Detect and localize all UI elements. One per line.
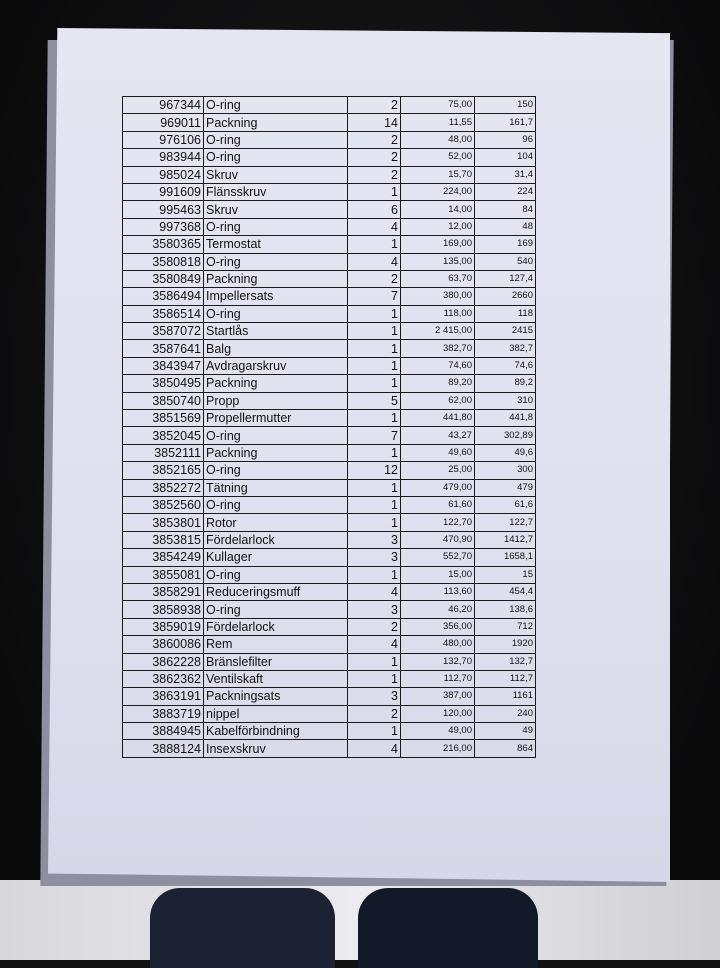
table-row [123, 392, 536, 409]
article-number-cell: 3888124 [123, 740, 204, 757]
article-number-cell: 3852560 [123, 496, 204, 513]
unit-price-cell: 52,00 [401, 149, 475, 166]
quantity-cell: 1 [348, 323, 401, 340]
part-name-cell: O-ring [204, 149, 348, 166]
line-total-cell: 382,7 [475, 340, 536, 357]
table-row [123, 375, 536, 392]
unit-price-cell: 15,70 [401, 166, 475, 183]
unit-price-cell: 441,80 [401, 410, 475, 427]
part-name-cell: O-ring [204, 566, 348, 583]
line-total-cell: 74,6 [475, 357, 536, 374]
part-name-cell: O-ring [204, 253, 348, 270]
part-name-cell: Fördelarlock [204, 531, 348, 548]
line-total-cell: 2415 [475, 323, 536, 340]
line-total-cell: 31,4 [475, 166, 536, 183]
line-total-cell: 300 [475, 462, 536, 479]
article-number-cell: 983944 [123, 149, 204, 166]
quantity-cell: 3 [348, 601, 401, 618]
quantity-cell: 1 [348, 444, 401, 461]
table-row [123, 496, 536, 513]
table-row [123, 462, 536, 479]
part-name-cell: nippel [204, 705, 348, 722]
line-total-cell: 84 [475, 201, 536, 218]
quantity-cell: 1 [348, 566, 401, 583]
part-name-cell: O-ring [204, 218, 348, 235]
quantity-cell: 3 [348, 531, 401, 548]
table-row [123, 688, 536, 705]
table-row [123, 218, 536, 235]
article-number-cell: 3853801 [123, 514, 204, 531]
table-row [123, 705, 536, 722]
table-row [123, 131, 536, 148]
quantity-cell: 1 [348, 357, 401, 374]
line-total-cell: 49,6 [475, 444, 536, 461]
unit-price-cell: 2 415,00 [401, 323, 475, 340]
unit-price-cell: 387,00 [401, 688, 475, 705]
part-name-cell: O-ring [204, 496, 348, 513]
line-total-cell: 118 [475, 305, 536, 322]
unit-price-cell: 11,55 [401, 114, 475, 131]
table-row [123, 114, 536, 131]
article-number-cell: 3858291 [123, 583, 204, 600]
article-number-cell: 3852165 [123, 462, 204, 479]
line-total-cell: 479 [475, 479, 536, 496]
line-total-cell: 61,6 [475, 496, 536, 513]
line-total-cell: 302,89 [475, 427, 536, 444]
table-row [123, 305, 536, 322]
part-name-cell: O-ring [204, 305, 348, 322]
parts-table [122, 96, 536, 758]
article-number-cell: 997368 [123, 218, 204, 235]
part-name-cell: Impellersats [204, 288, 348, 305]
line-total-cell: 169 [475, 236, 536, 253]
table-row [123, 357, 536, 374]
unit-price-cell: 49,00 [401, 723, 475, 740]
article-number-cell: 976106 [123, 131, 204, 148]
part-name-cell: Propellermutter [204, 410, 348, 427]
unit-price-cell: 89,20 [401, 375, 475, 392]
table-row [123, 427, 536, 444]
part-name-cell: Ventilskaft [204, 670, 348, 687]
unit-price-cell: 224,00 [401, 183, 475, 200]
quantity-cell: 14 [348, 114, 401, 131]
line-total-cell: 441,8 [475, 410, 536, 427]
quantity-cell: 3 [348, 549, 401, 566]
quantity-cell: 2 [348, 705, 401, 722]
unit-price-cell: 552,70 [401, 549, 475, 566]
table-row [123, 410, 536, 427]
part-name-cell: O-ring [204, 97, 348, 114]
table-row [123, 618, 536, 635]
part-name-cell: Skruv [204, 166, 348, 183]
quantity-cell: 1 [348, 670, 401, 687]
line-total-cell: 112,7 [475, 670, 536, 687]
part-name-cell: O-ring [204, 462, 348, 479]
unit-price-cell: 46,20 [401, 601, 475, 618]
article-number-cell: 3850740 [123, 392, 204, 409]
line-total-cell: 224 [475, 183, 536, 200]
quantity-cell: 1 [348, 410, 401, 427]
unit-price-cell: 380,00 [401, 288, 475, 305]
part-name-cell: Packning [204, 375, 348, 392]
part-name-cell: Rotor [204, 514, 348, 531]
quantity-cell: 2 [348, 270, 401, 287]
article-number-cell: 3860086 [123, 636, 204, 653]
article-number-cell: 3884945 [123, 723, 204, 740]
unit-price-cell: 14,00 [401, 201, 475, 218]
article-number-cell: 3580849 [123, 270, 204, 287]
quantity-cell: 4 [348, 218, 401, 235]
unit-price-cell: 122,70 [401, 514, 475, 531]
part-name-cell: Termostat [204, 236, 348, 253]
article-number-cell: 3862228 [123, 653, 204, 670]
line-total-cell: 864 [475, 740, 536, 757]
article-number-cell: 3851569 [123, 410, 204, 427]
article-number-cell: 3850495 [123, 375, 204, 392]
article-number-cell: 3854249 [123, 549, 204, 566]
table-row [123, 149, 536, 166]
part-name-cell: Fördelarlock [204, 618, 348, 635]
quantity-cell: 2 [348, 97, 401, 114]
unit-price-cell: 62,00 [401, 392, 475, 409]
unit-price-cell: 15,00 [401, 566, 475, 583]
table-row [123, 566, 536, 583]
article-number-cell: 3852045 [123, 427, 204, 444]
article-number-cell: 3862362 [123, 670, 204, 687]
line-total-cell: 127,4 [475, 270, 536, 287]
part-name-cell: O-ring [204, 427, 348, 444]
unit-price-cell: 470,90 [401, 531, 475, 548]
table-row [123, 549, 536, 566]
part-name-cell: O-ring [204, 131, 348, 148]
part-name-cell: Skruv [204, 201, 348, 218]
line-total-cell: 96 [475, 131, 536, 148]
article-number-cell: 3859019 [123, 618, 204, 635]
quantity-cell: 5 [348, 392, 401, 409]
article-number-cell: 3586514 [123, 305, 204, 322]
unit-price-cell: 12,00 [401, 218, 475, 235]
line-total-cell: 712 [475, 618, 536, 635]
part-name-cell: O-ring [204, 601, 348, 618]
line-total-cell: 454,4 [475, 583, 536, 600]
line-total-cell: 15 [475, 566, 536, 583]
part-name-cell: Propp [204, 392, 348, 409]
quantity-cell: 2 [348, 131, 401, 148]
line-total-cell: 540 [475, 253, 536, 270]
article-number-cell: 991609 [123, 183, 204, 200]
table-row [123, 288, 536, 305]
unit-price-cell: 216,00 [401, 740, 475, 757]
part-name-cell: Kabelförbindning [204, 723, 348, 740]
left-leg [150, 888, 335, 968]
table-row [123, 97, 536, 114]
line-total-cell: 310 [475, 392, 536, 409]
unit-price-cell: 120,00 [401, 705, 475, 722]
article-number-cell: 3852111 [123, 444, 204, 461]
part-name-cell: Packning [204, 114, 348, 131]
line-total-cell: 1920 [475, 636, 536, 653]
table-row [123, 531, 536, 548]
table-row [123, 253, 536, 270]
table-row [123, 166, 536, 183]
line-total-cell: 1161 [475, 688, 536, 705]
article-number-cell: 3853815 [123, 531, 204, 548]
quantity-cell: 1 [348, 723, 401, 740]
article-number-cell: 967344 [123, 97, 204, 114]
article-number-cell: 3858938 [123, 601, 204, 618]
article-number-cell: 3855081 [123, 566, 204, 583]
article-number-cell: 985024 [123, 166, 204, 183]
article-number-cell: 3580818 [123, 253, 204, 270]
quantity-cell: 4 [348, 740, 401, 757]
quantity-cell: 1 [348, 305, 401, 322]
part-name-cell: Rem [204, 636, 348, 653]
part-name-cell: Balg [204, 340, 348, 357]
part-name-cell: Startlås [204, 323, 348, 340]
unit-price-cell: 132,70 [401, 653, 475, 670]
unit-price-cell: 479,00 [401, 479, 475, 496]
line-total-cell: 240 [475, 705, 536, 722]
quantity-cell: 12 [348, 462, 401, 479]
quantity-cell: 2 [348, 149, 401, 166]
table-row [123, 601, 536, 618]
unit-price-cell: 382,70 [401, 340, 475, 357]
unit-price-cell: 43,27 [401, 427, 475, 444]
right-leg [358, 888, 538, 968]
article-number-cell: 3587072 [123, 323, 204, 340]
line-total-cell: 1412,7 [475, 531, 536, 548]
quantity-cell: 1 [348, 653, 401, 670]
quantity-cell: 2 [348, 166, 401, 183]
table-row [123, 514, 536, 531]
part-name-cell: Flänsskruv [204, 183, 348, 200]
unit-price-cell: 135,00 [401, 253, 475, 270]
table-row [123, 740, 536, 757]
line-total-cell: 2660 [475, 288, 536, 305]
unit-price-cell: 169,00 [401, 236, 475, 253]
article-number-cell: 969011 [123, 114, 204, 131]
unit-price-cell: 480,00 [401, 636, 475, 653]
table-row [123, 636, 536, 653]
unit-price-cell: 356,00 [401, 618, 475, 635]
quantity-cell: 1 [348, 236, 401, 253]
quantity-cell: 1 [348, 514, 401, 531]
part-name-cell: Packning [204, 444, 348, 461]
part-name-cell: Reduceringsmuff [204, 583, 348, 600]
unit-price-cell: 63,70 [401, 270, 475, 287]
part-name-cell: Packningsats [204, 688, 348, 705]
table-row [123, 583, 536, 600]
table-row [123, 323, 536, 340]
unit-price-cell: 48,00 [401, 131, 475, 148]
quantity-cell: 4 [348, 636, 401, 653]
line-total-cell: 161,7 [475, 114, 536, 131]
line-total-cell: 89,2 [475, 375, 536, 392]
quantity-cell: 7 [348, 427, 401, 444]
line-total-cell: 104 [475, 149, 536, 166]
line-total-cell: 122,7 [475, 514, 536, 531]
table-row [123, 670, 536, 687]
line-total-cell: 48 [475, 218, 536, 235]
line-total-cell: 138,6 [475, 601, 536, 618]
article-number-cell: 3843947 [123, 357, 204, 374]
quantity-cell: 1 [348, 183, 401, 200]
part-name-cell: Bränslefilter [204, 653, 348, 670]
table-row [123, 270, 536, 287]
quantity-cell: 7 [348, 288, 401, 305]
article-number-cell: 3580365 [123, 236, 204, 253]
table-row [123, 340, 536, 357]
unit-price-cell: 49,60 [401, 444, 475, 461]
part-name-cell: Tätning [204, 479, 348, 496]
unit-price-cell: 74,60 [401, 357, 475, 374]
parts-table-body [123, 97, 536, 758]
article-number-cell: 3883719 [123, 705, 204, 722]
line-total-cell: 49 [475, 723, 536, 740]
unit-price-cell: 118,00 [401, 305, 475, 322]
quantity-cell: 2 [348, 618, 401, 635]
table-row [123, 444, 536, 461]
part-name-cell: Avdragarskruv [204, 357, 348, 374]
unit-price-cell: 113,60 [401, 583, 475, 600]
table-row [123, 236, 536, 253]
quantity-cell: 4 [348, 253, 401, 270]
quantity-cell: 6 [348, 201, 401, 218]
table-row [123, 201, 536, 218]
table-row [123, 653, 536, 670]
quantity-cell: 3 [348, 688, 401, 705]
quantity-cell: 1 [348, 340, 401, 357]
part-name-cell: Kullager [204, 549, 348, 566]
quantity-cell: 1 [348, 496, 401, 513]
unit-price-cell: 61,60 [401, 496, 475, 513]
quantity-cell: 4 [348, 583, 401, 600]
unit-price-cell: 25,00 [401, 462, 475, 479]
unit-price-cell: 112,70 [401, 670, 475, 687]
article-number-cell: 3586494 [123, 288, 204, 305]
line-total-cell: 150 [475, 97, 536, 114]
unit-price-cell: 75,00 [401, 97, 475, 114]
article-number-cell: 3852272 [123, 479, 204, 496]
quantity-cell: 1 [348, 375, 401, 392]
table-row [123, 479, 536, 496]
line-total-cell: 132,7 [475, 653, 536, 670]
table-row [123, 183, 536, 200]
part-name-cell: Insexskruv [204, 740, 348, 757]
article-number-cell: 995463 [123, 201, 204, 218]
quantity-cell: 1 [348, 479, 401, 496]
article-number-cell: 3587641 [123, 340, 204, 357]
part-name-cell: Packning [204, 270, 348, 287]
article-number-cell: 3863191 [123, 688, 204, 705]
table-row [123, 723, 536, 740]
parts-table-container [122, 96, 536, 758]
line-total-cell: 1658,1 [475, 549, 536, 566]
